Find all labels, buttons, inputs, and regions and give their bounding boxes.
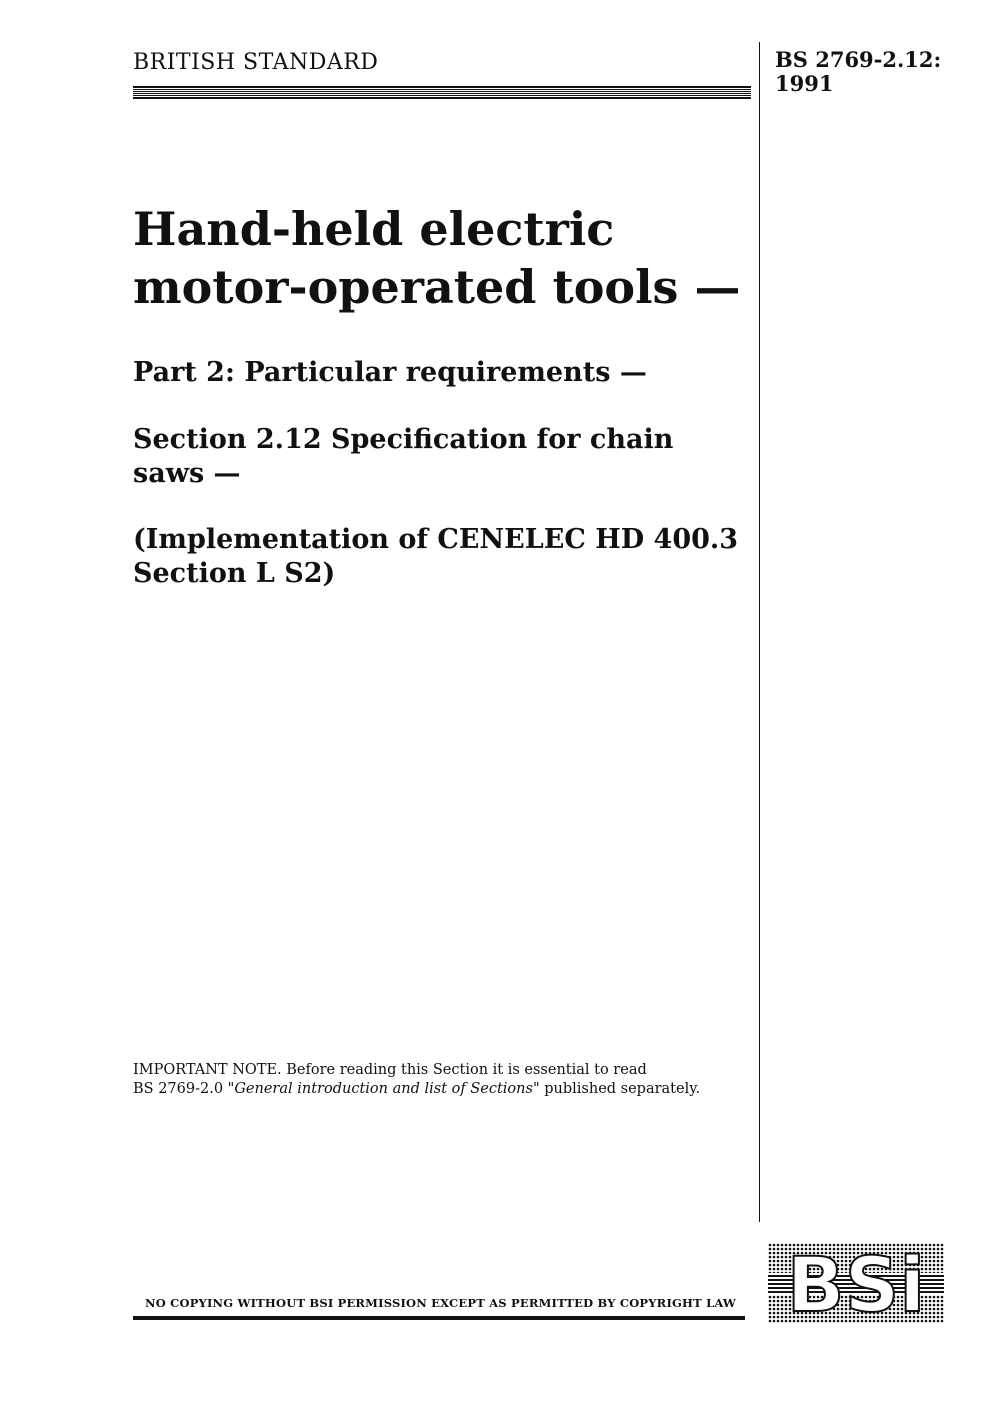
bsi-logo xyxy=(768,1243,944,1323)
section-title-line1: Section 2.12 Specification for chain xyxy=(133,424,674,455)
footer-rule xyxy=(133,1316,745,1320)
bsi-logo-text: BSi xyxy=(786,1243,926,1323)
document-title xyxy=(133,200,753,316)
section-title-line2: saws — xyxy=(133,458,241,489)
important-note-line1: IMPORTANT NOTE. Before reading this Section it is essential to read xyxy=(133,1062,647,1078)
vertical-divider xyxy=(759,42,760,1222)
implementation-title-line1: (Implementation of CENELEC HD 400.3 xyxy=(133,524,739,555)
part-title-line1: Part 2: Particular requirements — xyxy=(133,357,647,388)
bsi-logo-graphic xyxy=(768,1243,944,1323)
header-label: BRITISH STANDARD xyxy=(133,50,379,75)
section-title xyxy=(133,423,753,491)
copyright-notice: NO COPYING WITHOUT BSI PERMISSION EXCEPT AS PERMITTED BY COPYRIGHT LAW xyxy=(145,1296,737,1310)
document-title-line2: motor-operated tools — xyxy=(133,260,741,314)
implementation-title-line2: Section L S2) xyxy=(133,558,336,589)
important-note-prefix: BS 2769-2.0 " xyxy=(133,1081,235,1097)
part-title xyxy=(133,356,753,390)
standard-number-line1: BS 2769-2.12: xyxy=(775,47,942,72)
standard-number-line2: 1991 xyxy=(775,71,834,96)
important-note-italic: General introduction and list of Sections xyxy=(234,1081,533,1097)
document-title-line1: Hand-held electric xyxy=(133,202,615,256)
important-note-suffix: " published separately. xyxy=(532,1081,701,1097)
standard-number xyxy=(775,48,941,96)
header-rule-bottom xyxy=(133,97,751,99)
implementation-title xyxy=(133,523,753,591)
header-rule-top xyxy=(133,86,751,88)
important-note-line2 xyxy=(133,1080,700,1099)
important-note xyxy=(133,1061,700,1099)
